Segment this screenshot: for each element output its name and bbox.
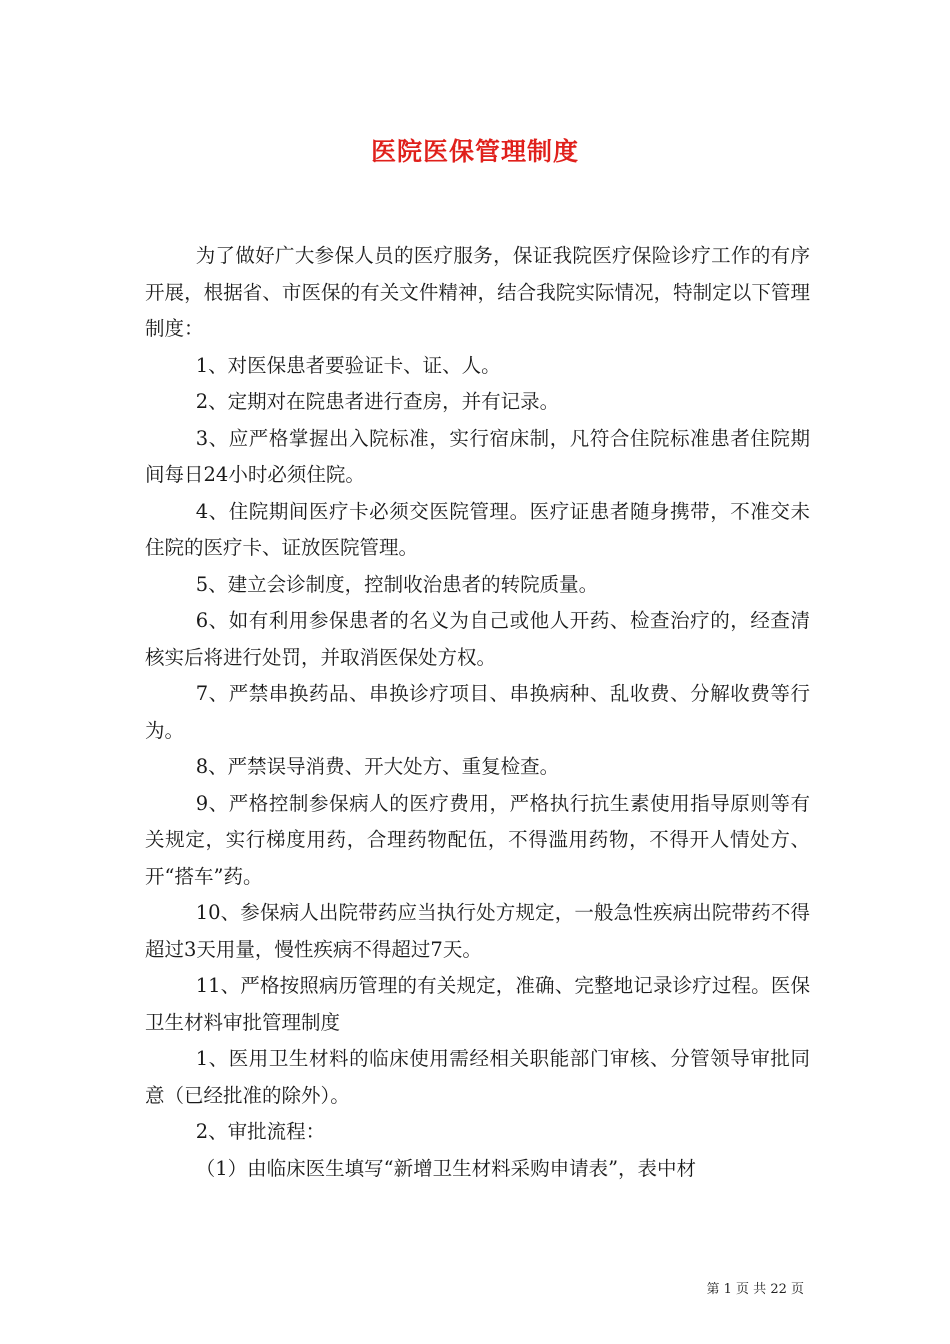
intro-paragraph: 为了做好广大参保人员的医疗服务，保证我院医疗保险诊疗工作的有序开展，根据省、市医保的有关文件精神，结合我院实际情况，特制定以下管理制度： <box>145 244 810 340</box>
approval-step-1: （1）由临床医生填写“新增卫生材料采购申请表”，表中材 <box>195 1156 697 1180</box>
material-rule-item-1: 1、医用卫生材料的临床使用需经相关职能部门审核、分管领导审批同意（已经批准的除外）。 <box>145 1047 810 1107</box>
rule-item-1: 1、对医保患者要验证卡、证、人。 <box>195 353 501 377</box>
rule-item-8: 8、严禁误导消费、开大处方、重复检查。 <box>195 755 560 778</box>
document-body <box>145 238 810 1187</box>
rule-item-7: 7、严禁串换药品、串换诊疗项目、串换病种、乱收费、分解收费等行为。 <box>145 682 810 742</box>
rule-item-4: 4、住院期间医疗卡必须交医院管理。医疗证患者随身携带，不准交未住院的医疗卡、证放医院管理。 <box>145 499 810 559</box>
rule-item-3: 3、应严格掌握出入院标准，实行宿床制，凡符合住院标准患者住院期间每日24小时必须住院。 <box>145 426 810 486</box>
page-number-footer: 第 1 页 共 22 页 <box>706 1282 804 1297</box>
document-title: 医院医保管理制度 <box>370 137 579 166</box>
rule-item-5: 5、建立会诊制度，控制收治患者的转院质量。 <box>195 572 599 596</box>
rule-item-2: 2、定期对在院患者进行查房，并有记录。 <box>195 390 560 413</box>
rule-item-10: 10、参保病人出院带药应当执行处方规定，一般急性疾病出院带药不得超过3天用量，慢性疾病不得超过7天。 <box>145 901 810 961</box>
rule-item-9: 9、严格控制参保病人的医疗费用，严格执行抗生素使用指导原则等有关规定，实行梯度用药，合理药物配伍，不得滥用药物，不得开人情处方、开“搭车”药。 <box>145 791 810 888</box>
material-rule-item-2: 2、审批流程： <box>195 1120 326 1143</box>
rule-item-6: 6、如有利用参保患者的名义为自己或他人开药、检查治疗的，经查清核实后将进行处罚，并取消医保处方权。 <box>145 609 810 669</box>
rule-item-11: 11、严格按照病历管理的有关规定，准确、完整地记录诊疗过程。医保卫生材料审批管理制度 <box>145 974 810 1034</box>
